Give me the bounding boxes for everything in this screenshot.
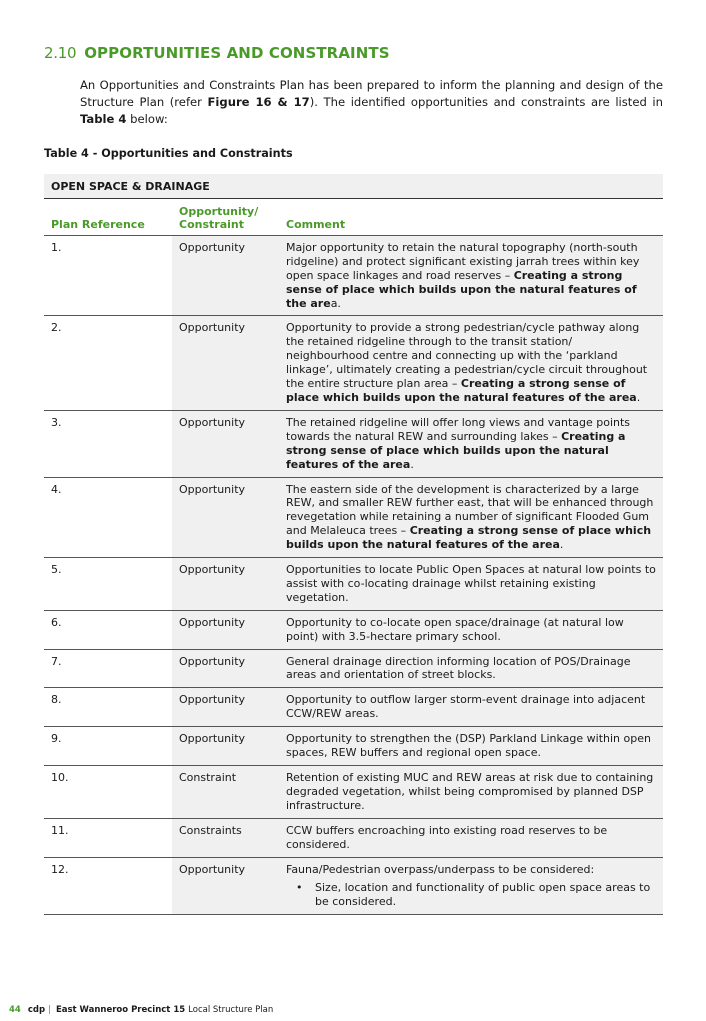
comment-emphasis: Creating a strong sense of place which builds upon the natural features of the area: [286, 377, 637, 404]
type-cell: Constraints: [172, 818, 279, 857]
comment-text: Major opportunity to retain the natural topography (north-south ridgeline) and protect significant existing jarrah trees within key open space linkages and road reserves –: [286, 240, 640, 282]
comment-text: General drainage direction informing location of POS/Drainage areas and orientation of street blocks.: [286, 654, 631, 682]
comment-text: CCW buffers encroaching into existing road reserves to be considered.: [286, 823, 608, 851]
comment-text: Opportunities to locate Public Open Spaces at natural low points to assist with co-locating drainage whilst retaining existing vegetation.: [286, 563, 656, 604]
column-header-comment: Comment: [279, 198, 663, 235]
table-row: [44, 477, 663, 558]
plan-reference-cell: 6.: [44, 610, 172, 649]
comment-cell: [279, 235, 663, 316]
plan-reference-cell: 8.: [44, 688, 172, 727]
section-title: OPPORTUNITIES AND CONSTRAINTS: [84, 44, 390, 62]
section-heading: [44, 44, 390, 62]
page-number: 44: [9, 1005, 21, 1015]
comment-cell: [279, 477, 663, 558]
opportunities-table: [44, 174, 663, 915]
plan-reference-cell: 2.: [44, 316, 172, 410]
comment-text: Opportunity to outflow larger storm-event drainage into adjacent CCW/REW areas.: [286, 693, 646, 721]
comment-cell: [279, 818, 663, 857]
comment-cell: [279, 316, 663, 410]
intro-text-1: An Opportunities and Constraints Plan has been prepared to inform the planning and design of the Structure Plan (refer: [80, 78, 663, 109]
comment-cell: [279, 857, 663, 915]
bullet-list: [296, 881, 656, 909]
intro-text-3: below:: [126, 112, 168, 126]
comment-tail: .: [559, 538, 564, 552]
comment-text: Opportunity to strengthen the (DSP) Parkland Linkage within open spaces, REW buffers and regional open space.: [286, 732, 651, 760]
comment-emphasis: Creating a strong sense of place which builds upon the natural features of the are: [286, 268, 637, 310]
comment-cell: [279, 410, 663, 477]
comment-tail: .: [636, 390, 641, 404]
plan-reference-cell: 10.: [44, 766, 172, 819]
table-row: [44, 316, 663, 410]
plan-reference-cell: 12.: [44, 857, 172, 915]
comment-cell: [279, 766, 663, 819]
comment-text: Retention of existing MUC and REW areas at risk due to containing degraded vegetation, whilst being compromised by planned DSP infrastructure.: [286, 771, 654, 812]
table-caption: Table 4 - Opportunities and Constraints: [44, 147, 293, 160]
comment-cell: [279, 558, 663, 611]
table-row: [44, 558, 663, 611]
table-column-header-row: [44, 198, 663, 235]
table-row: [44, 857, 663, 915]
plan-reference-cell: 4.: [44, 477, 172, 558]
plan-reference-cell: 3.: [44, 410, 172, 477]
plan-reference-cell: 7.: [44, 649, 172, 688]
comment-text: The retained ridgeline will offer long views and vantage points towards the natural REW and surrounding lakes –: [286, 415, 631, 443]
table-row: [44, 610, 663, 649]
intro-text-2: ). The identified opportunities and constraints are listed in: [309, 95, 664, 109]
type-cell: Opportunity: [172, 857, 279, 915]
footer-project: East Wanneroo Precinct 15: [55, 1005, 186, 1015]
intro-paragraph: [80, 77, 663, 128]
comment-tail: .: [410, 457, 414, 471]
footer-separator: |: [48, 1005, 51, 1015]
table-row: [44, 766, 663, 819]
footer-brand: cdp: [27, 1005, 46, 1015]
type-cell: Opportunity: [172, 727, 279, 766]
type-cell: Opportunity: [172, 410, 279, 477]
table-row: [44, 235, 663, 316]
comment-emphasis: Creating a strong sense of place which builds upon the natural features of the area: [286, 524, 652, 552]
column-header-plan-reference: Plan Reference: [44, 198, 172, 235]
section-number: 2.10: [44, 44, 77, 62]
comment-emphasis: Creating a strong sense of place which builds upon the natural features of the area: [286, 429, 626, 471]
page-footer: [9, 1005, 273, 1015]
comment-text: The eastern side of the development is characterized by a large REW, and smaller REW further east, that will be enhanced through revegetation while retaining a number of significant Flooded Gum and Melaleuca trees –: [286, 482, 654, 538]
table-row: [44, 688, 663, 727]
comment-cell: [279, 649, 663, 688]
type-cell: Opportunity: [172, 688, 279, 727]
table-body: [44, 174, 663, 915]
comment-cell: [279, 610, 663, 649]
comment-text: Opportunity to co-locate open space/drainage (at natural low point) with 3.5-hectare primary school.: [286, 615, 624, 643]
table-row: [44, 727, 663, 766]
plan-reference-cell: 1.: [44, 235, 172, 316]
comment-cell: [279, 688, 663, 727]
comment-cell: [279, 727, 663, 766]
comment-text: Fauna/Pedestrian overpass/underpass to be considered:: [286, 862, 595, 876]
figure-reference: Figure 16 & 17: [207, 95, 310, 109]
type-cell: Opportunity: [172, 558, 279, 611]
table-row: [44, 410, 663, 477]
table-row: [44, 649, 663, 688]
comment-text: Opportunity to provide a strong pedestrian/cycle pathway along the retained ridgeline through to the transit station/ neighbourhood centre and connecting up with the ‘parkland linkage’, ultimately creating a pedestrian/cycle circuit throughout the entire structure plan area –: [286, 321, 648, 391]
type-cell: Opportunity: [172, 477, 279, 558]
footer-document: Local Structure Plan: [188, 1005, 274, 1015]
plan-reference-cell: 11.: [44, 818, 172, 857]
type-cell: Opportunity: [172, 610, 279, 649]
bullet-item: • Size, location and functionality of public open space areas to be considered.: [296, 881, 656, 909]
type-cell: Opportunity: [172, 235, 279, 316]
table-reference: Table 4: [80, 112, 127, 126]
table-section-header-row: [44, 174, 663, 198]
type-cell: Opportunity: [172, 649, 279, 688]
plan-reference-cell: 9.: [44, 727, 172, 766]
column-header-opportunity-constraint: Opportunity/ Constraint: [172, 198, 279, 235]
type-cell: Opportunity: [172, 316, 279, 410]
type-cell: Constraint: [172, 766, 279, 819]
plan-reference-cell: 5.: [44, 558, 172, 611]
comment-tail: a.: [330, 296, 341, 310]
table-row: [44, 818, 663, 857]
table-section-header: OPEN SPACE & DRAINAGE: [44, 174, 663, 198]
